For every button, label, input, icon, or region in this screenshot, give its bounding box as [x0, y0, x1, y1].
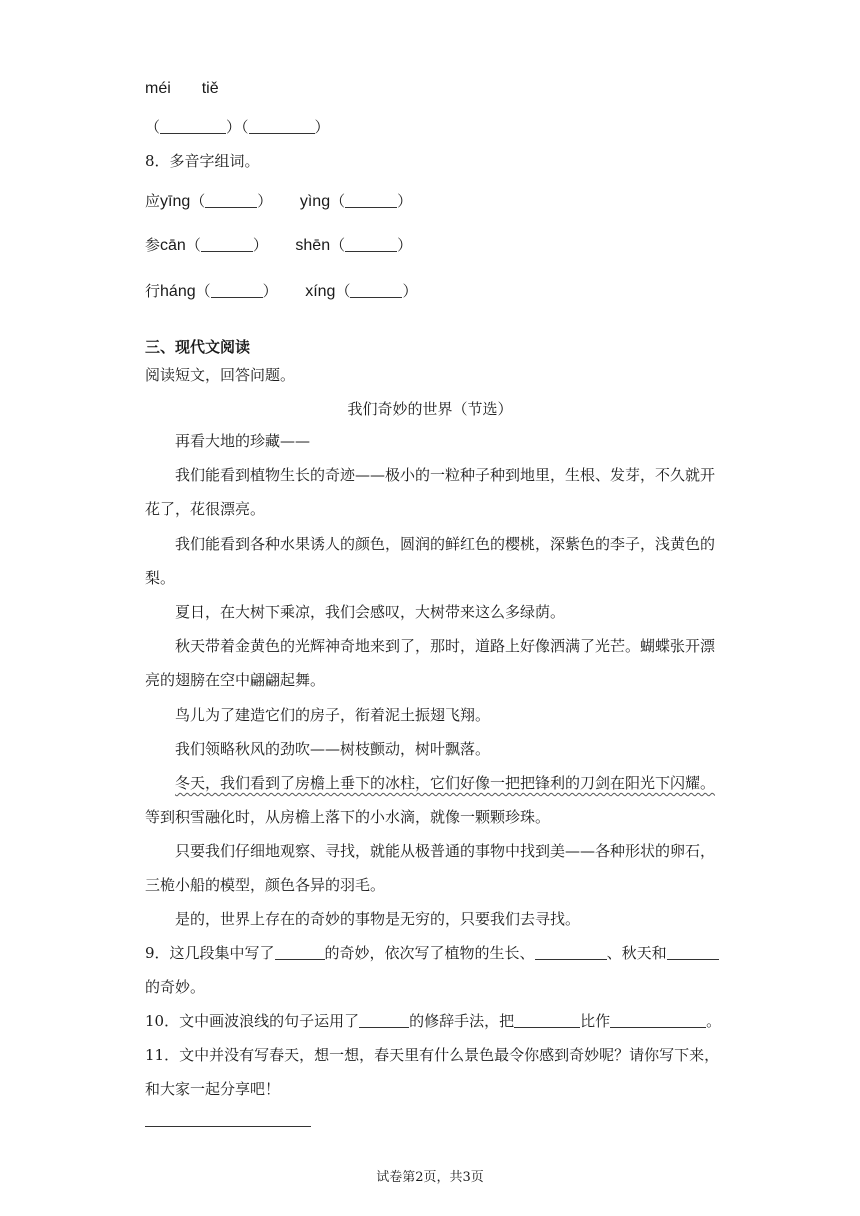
answer-blank[interactable] [535, 945, 607, 960]
q9-text: 9．这几段集中写了 [145, 944, 275, 962]
passage-line: 再看大地的珍藏—— [175, 432, 311, 450]
passage-line: 我们领略秋风的劲吹——树枝颤动，树叶飘落。 [175, 740, 491, 758]
answer-line[interactable] [145, 1126, 311, 1127]
q8-row-1: 应yīng（ ） yìng（ ） [145, 192, 413, 210]
answer-blank[interactable] [667, 945, 719, 960]
passage-line: 只要我们仔细地观察、寻找，就能从极普通的事物中找到美——各种形状的卵石， [175, 842, 716, 860]
passage-line: 秋天带着金黄色的光辉神奇地来到了，那时，道路上好像洒满了光芒。蝴蝶张开漂 [175, 637, 716, 655]
polyphone-char: 行 [145, 282, 161, 300]
q7-answer-blanks: （ ）（ ） [145, 118, 330, 136]
passage-line: 等到积雪融化时，从房檐上落下的小水滴，就像一颗颗珍珠。 [145, 808, 551, 826]
q9-text: 、秋天和 [606, 944, 667, 962]
answer-blank[interactable] [345, 193, 397, 208]
reading-instruction: 阅读短文，回答问题。 [145, 366, 296, 384]
pinyin-reading: shēn [295, 237, 331, 254]
pinyin-reading: cān [160, 237, 186, 254]
q10-text: 比作 [580, 1012, 611, 1030]
polyphone-char: 应 [145, 192, 161, 210]
answer-blank[interactable] [249, 119, 315, 134]
answer-blank[interactable] [345, 237, 397, 252]
pinyin-reading: háng [160, 283, 196, 300]
q8-prompt: 8．多音字组词。 [145, 152, 260, 170]
wavy-underlined-sentence: 冬天，我们看到了房檐上垂下的冰柱，它们好像一把把锋利的刀剑在阳光下闪耀。 [175, 774, 716, 792]
q9-line-2: 的奇妙。 [145, 978, 206, 996]
q10-text: 10．文中画波浪线的句子运用了 [145, 1012, 360, 1030]
passage-line: 三桅小船的模型，颜色各异的羽毛。 [145, 876, 386, 894]
answer-blank[interactable] [211, 283, 263, 298]
answer-blank[interactable] [350, 283, 402, 298]
q7-pinyin-1: méi [145, 80, 171, 97]
passage-line: 我们能看到各种水果诱人的颜色，圆润的鲜红色的樱桃，深紫色的李子，浅黄色的 [175, 535, 716, 553]
passage-line: 是的，世界上存在的奇妙的事物是无穷的，只要我们去寻找。 [175, 910, 581, 928]
q7-pinyin-row [145, 78, 219, 100]
pinyin-reading: xíng [305, 283, 336, 300]
passage-line: 梨。 [145, 569, 176, 587]
q9-text: 的奇妙，依次写了植物的生长、 [324, 944, 535, 962]
pinyin-reading: yìng [299, 193, 331, 210]
q10-line [145, 1010, 721, 1032]
polyphone-char: 参 [145, 236, 161, 254]
passage-title: 我们奇妙的世界（节选） [347, 400, 513, 418]
section-heading: 三、现代文阅读 [145, 338, 251, 356]
answer-blank[interactable] [359, 1013, 409, 1028]
answer-blank[interactable] [514, 1013, 580, 1028]
answer-blank[interactable] [201, 237, 253, 252]
q8-row-3: 行háng（ ） xíng（ ） [145, 282, 418, 300]
passage-line: 我们能看到植物生长的奇迹——极小的一粒种子种到地里，生根、发芽，不久就开 [175, 466, 716, 484]
q11-line-1: 11．文中并没有写春天，想一想，春天里有什么景色最令你感到奇妙呢？请你写下来， [145, 1046, 720, 1064]
q8-row-2: 参cān（ ） shēn（ ） [145, 236, 413, 254]
passage-line-wavy [145, 772, 715, 794]
page-footer: 试卷第2页，共3页 [376, 1170, 484, 1185]
answer-blank[interactable] [610, 1013, 706, 1028]
q9-line-1 [145, 942, 719, 964]
answer-blank[interactable] [160, 119, 226, 134]
q10-text: 。 [706, 1012, 722, 1030]
pinyin-reading: yīng [160, 193, 191, 210]
passage-line: 鸟儿为了建造它们的房子，衔着泥土振翅飞翔。 [175, 706, 491, 724]
passage-line: 花了，花很漂亮。 [145, 500, 266, 518]
passage-line: 夏日，在大树下乘凉，我们会感叹，大树带来这么多绿荫。 [175, 603, 566, 621]
passage-line: 亮的翅膀在空中翩翩起舞。 [145, 671, 326, 689]
answer-blank[interactable] [205, 193, 257, 208]
q10-text: 的修辞手法，把 [409, 1012, 515, 1030]
q7-pinyin-2: tiě [201, 80, 219, 97]
q11-line-2: 和大家一起分享吧！ [145, 1080, 281, 1098]
answer-blank[interactable] [275, 945, 325, 960]
